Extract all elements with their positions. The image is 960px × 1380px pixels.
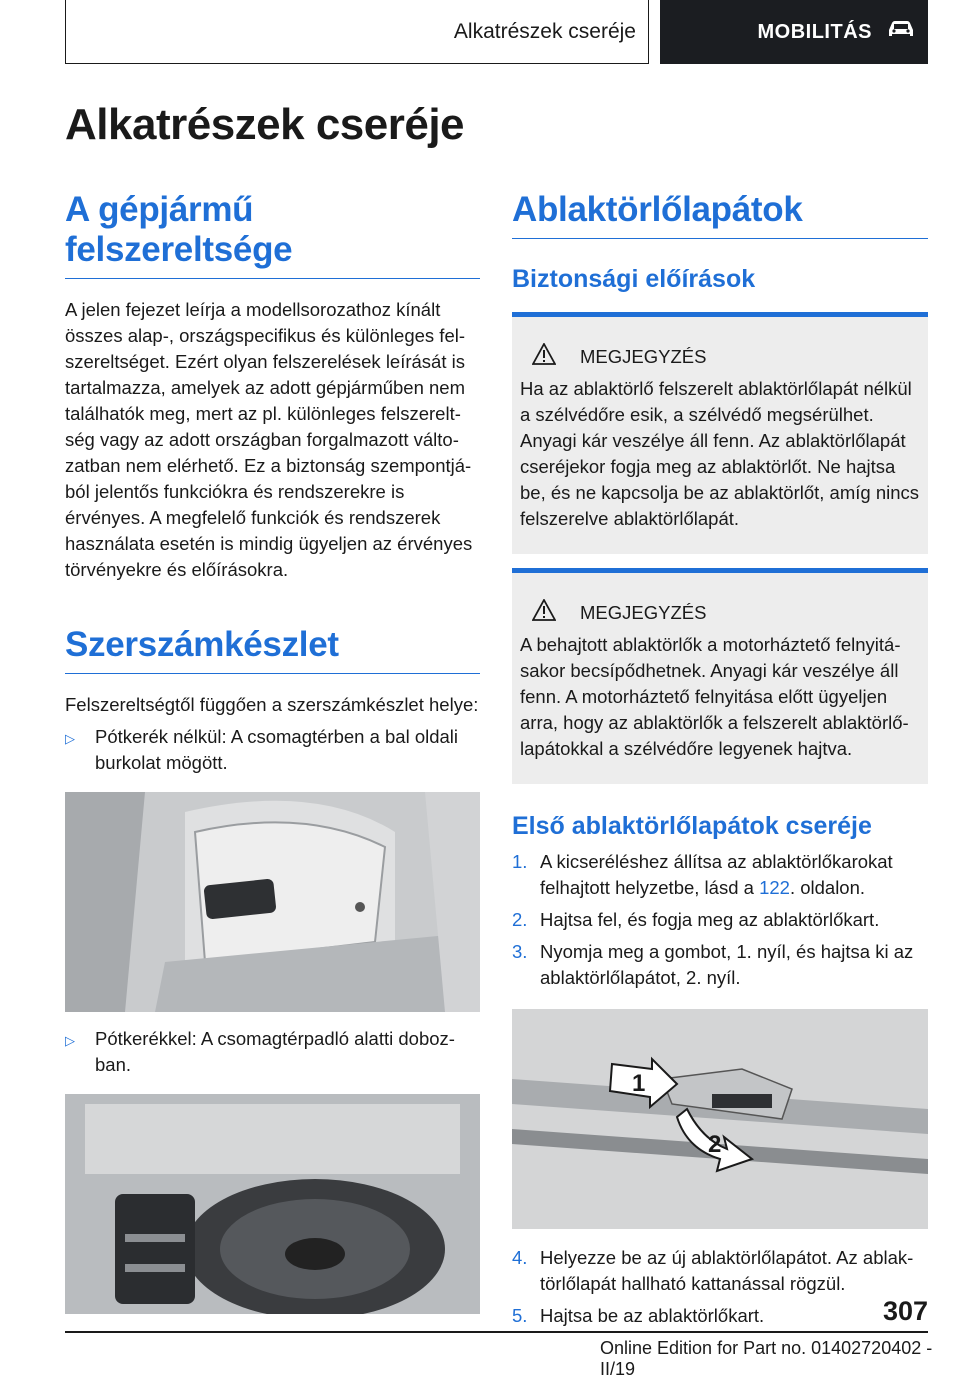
- list-item-text: Pótkerékkel: A csomagtérpadló alatti dobozban.: [95, 1028, 455, 1075]
- page-title: Alkatrészek cseréje: [65, 100, 465, 149]
- bullet-icon: ▷: [65, 1033, 75, 1048]
- toolkit-intro: Felszereltségtől függően a szerszámkészlet helye:: [65, 694, 479, 715]
- header-chapter-tab: [660, 0, 928, 64]
- note-text: Ha az ablaktörlő felszerelt ablaktörlőlapát nélkül a szélvédőre esik, a szélvédő megsérülhet. Anyagi kár veszélye áll fenn. Az ablaktörlőlapát cseréjekor fogja meg az ablaktörlőt. Ne hajtsa be, és ne kapcsolja be az ablaktörlőt, amíg nincs felszerelve ablaktörlőlapát.: [520, 378, 920, 529]
- header-chapter-label: MOBILITÁS: [757, 20, 872, 43]
- step-item: [512, 849, 928, 901]
- step-number: 1.: [512, 851, 528, 872]
- step-text: Hajtsa be az ablaktörlőkart.: [540, 1305, 765, 1326]
- spare-wheel-photo: [65, 1094, 480, 1314]
- note-title: MEGJEGYZÉS: [580, 345, 707, 367]
- step-number: 3.: [512, 941, 528, 962]
- page-link[interactable]: 122: [759, 877, 790, 898]
- step-number: 2.: [512, 909, 528, 930]
- note-box: [512, 312, 928, 554]
- bullet-icon: ▷: [65, 731, 75, 746]
- footer-edition: Online Edition for Part no. 01402720402 - II/19: [600, 1338, 933, 1379]
- step-text: [540, 849, 928, 901]
- header-section-title-text: Alkatrészek cseréje: [453, 19, 636, 43]
- note-header: [532, 343, 920, 370]
- step-item: [512, 939, 928, 991]
- header-section-title: [65, 0, 649, 64]
- note-header: [532, 599, 920, 626]
- figure-label-1: 1: [632, 1070, 646, 1097]
- note-title: MEGJEGYZÉS: [580, 601, 707, 623]
- step-number: 4.: [512, 1247, 528, 1268]
- right-column: [512, 190, 928, 1329]
- figure-label-2: 2: [708, 1131, 722, 1158]
- step-item: [512, 1245, 928, 1297]
- step-text: Hajtsa fel, és fogja meg az ablaktörlőkart.: [540, 909, 880, 930]
- warning-icon: [532, 599, 556, 626]
- steps-list: [512, 849, 928, 991]
- step-text-part: . oldalon.: [789, 877, 866, 898]
- list-item: [65, 1026, 480, 1078]
- list-item-text: Pótkerék nélkül: A csomagtérben a bal oldali burkolat mögött.: [95, 726, 459, 773]
- step-item: [512, 907, 928, 933]
- footer-divider: [65, 1331, 928, 1333]
- car-icon: [886, 19, 916, 45]
- toolkit-heading: Szerszámkészlet: [65, 625, 480, 674]
- equipment-heading: A gépjármű felszereltsége: [65, 190, 480, 279]
- list-item: [65, 724, 480, 776]
- wiper-blade-figure: [512, 1009, 928, 1229]
- step-item: [512, 1303, 928, 1329]
- equipment-text: A jelen fejezet leírja a modellsorozathoz kínált összes alap-, országspecifikus és különleges felszereltséget. Ezért olyan felszerelések leírását is tartalmazza, amelyek az adott gépjárműben nem találhatók meg, mert az pl. különleges felszereltség vagy az adott országban forgalmazott változatban nem elérhető. Ez a biztonság szempontjából jelentős funkciókra és rendszerekre is érvényes. A megfelelő funkciók és rendszerek használata esetén is mindig ügyeljen az érvényes törvényekre és előírásokra.: [65, 299, 473, 580]
- step-number: 5.: [512, 1305, 528, 1326]
- note-text: A behajtott ablaktörlők a motorháztető felnyitásakor becsípődhetnek. Anyagi kár veszélye áll fenn. A motorháztető felnyitása előtt ügyeljen arra, hogy az ablaktörlők a felszerelt ablaktörlőlapátokkal a szélvédőre legyenek hajtva.: [520, 634, 909, 759]
- page-number: 307: [882, 1296, 928, 1326]
- note-box: [512, 568, 928, 784]
- warning-icon: [532, 343, 556, 370]
- left-column: [65, 190, 480, 1314]
- trunk-side-panel-photo: [65, 792, 480, 1012]
- wiper-heading: Ablaktörlőlapátok: [512, 190, 928, 239]
- steps-list: [512, 1245, 928, 1329]
- step-text-part: A kicseréléshez állítsa az ablaktörlőkarokat felhajtott helyzetbe, lásd a: [540, 851, 893, 898]
- step-text: Helyezze be az új ablaktörlőlapátot. Az ablaktörlőlapát hallható kattanással rögzül.: [540, 1247, 914, 1294]
- step-text: Nyomja meg a gombot, 1. nyíl, és hajtsa ki az ablaktörlőlapátot, 2. nyíl.: [540, 941, 914, 988]
- front-wiper-heading: Első ablaktörlőlapátok cseréje: [512, 812, 872, 840]
- safety-heading: Biztonsági előírások: [512, 265, 756, 293]
